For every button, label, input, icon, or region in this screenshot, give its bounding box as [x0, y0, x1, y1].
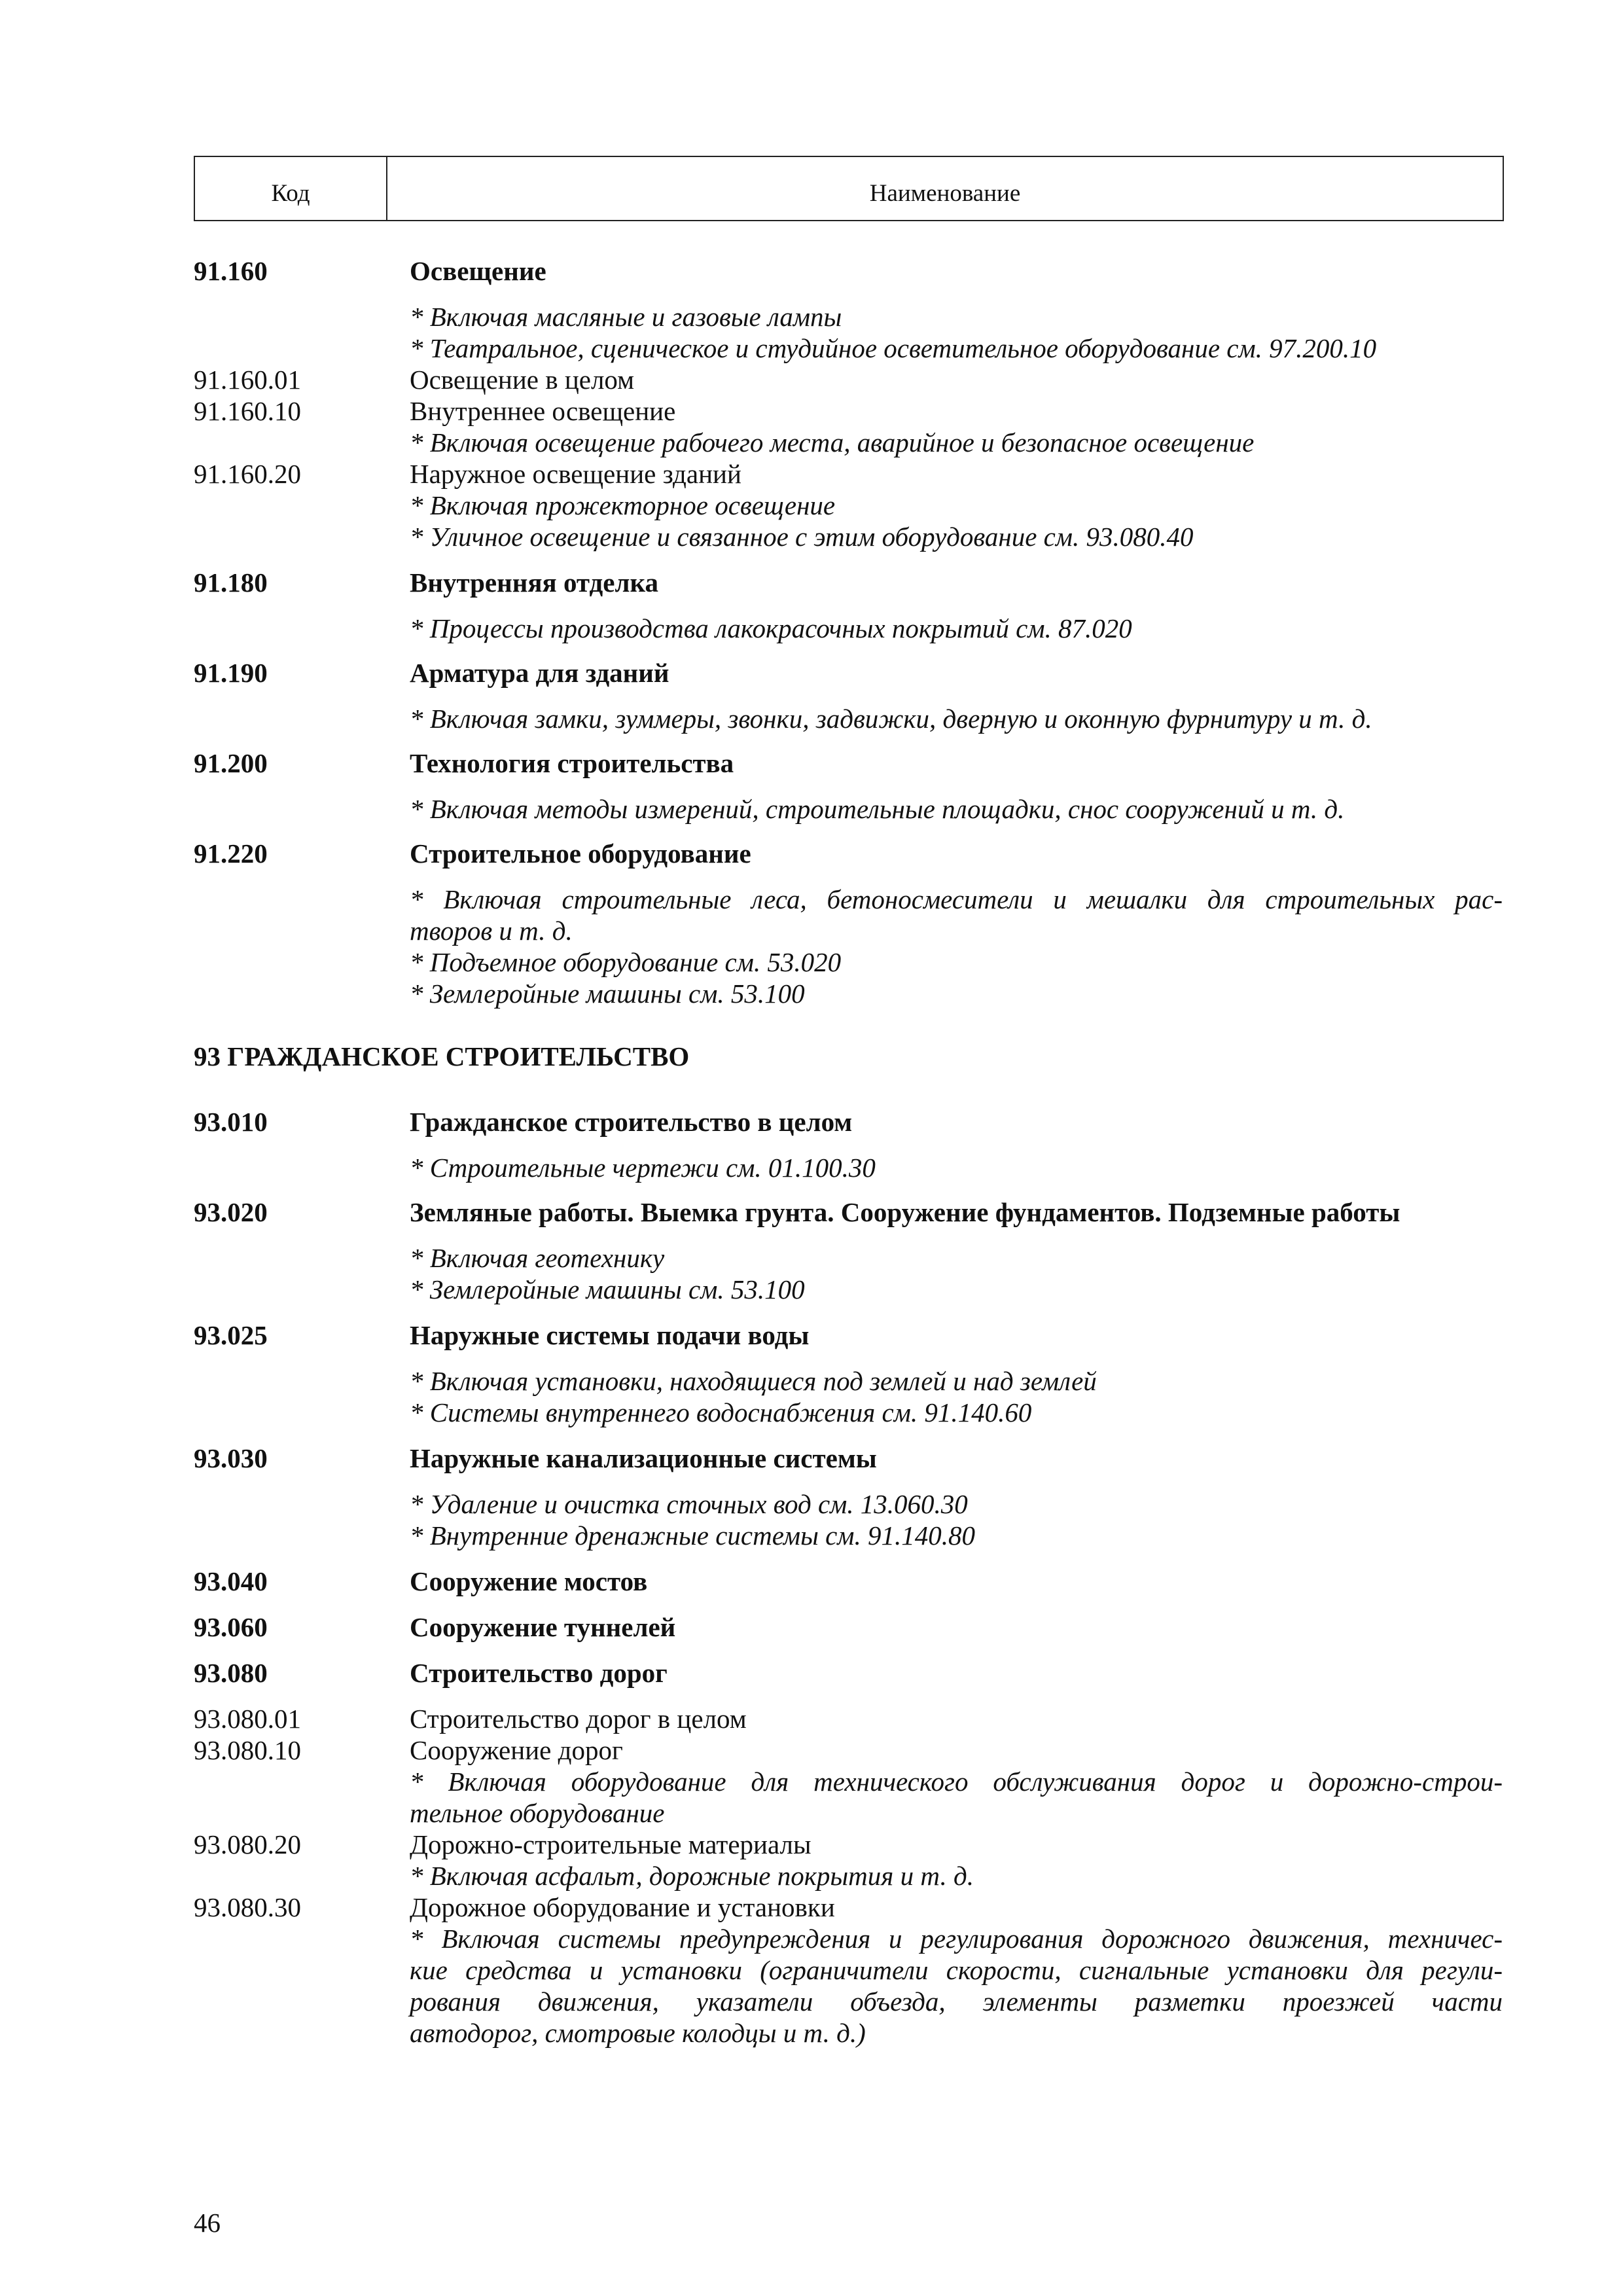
entry-title: Освещение — [410, 256, 546, 286]
entry-code: 93.080.20 — [194, 1829, 301, 1859]
entry-title: Сооружение мостов — [410, 1566, 648, 1596]
entry-title: Сооружение туннелей — [410, 1612, 676, 1642]
entry-title: Внутренняя отделка — [410, 567, 658, 598]
entry-note: * Театральное, сценическое и студийное осветительное оборудование см. 97.200.10 — [410, 333, 1377, 363]
entry-code: 91.190 — [194, 658, 268, 688]
entry-note: * Строительные чертежи см. 01.100.30 — [410, 1153, 876, 1183]
section-heading: 93 ГРАЖДАНСКОЕ СТРОИТЕЛЬСТВО — [194, 1041, 690, 1071]
entry-note: * Внутренние дренажные системы см. 91.140.80 — [410, 1520, 975, 1551]
entry-note: * Землеройные машины см. 53.100 — [410, 978, 805, 1009]
entry-code: 93.025 — [194, 1320, 268, 1350]
entry-code: 91.220 — [194, 838, 268, 869]
entry-note: рования движения, указатели объезда, элементы разметки проезжей части — [410, 1986, 1503, 2017]
entry-title: Дорожное оборудование и установки — [410, 1892, 835, 1922]
entry-title: Наружные системы подачи воды — [410, 1320, 810, 1350]
entry-note: * Включая оборудование для технического обслуживания дорог и дорожно-строи- — [410, 1767, 1503, 1797]
entry-note: * Включая методы измерений, строительные площадки, снос сооружений и т. д. — [410, 794, 1345, 824]
entry-note: * Системы внутреннего водоснабжения см. 91.140.60 — [410, 1397, 1032, 1427]
entry-code: 91.200 — [194, 748, 268, 778]
entry-code: 93.080.10 — [194, 1735, 301, 1765]
entry-code: 93.020 — [194, 1197, 268, 1227]
entry-code: 93.080.30 — [194, 1892, 301, 1922]
entry-note: * Включая прожекторное освещение — [410, 490, 836, 520]
entry-note: * Включая геотехнику — [410, 1243, 665, 1273]
entry-note: * Подъемное оборудование см. 53.020 — [410, 947, 842, 977]
entry-note: автодорог, смотровые колодцы и т. д.) — [410, 2018, 866, 2048]
entry-note: * Включая строительные леса, бетоносмесители и мешалки для строительных рас- — [410, 884, 1503, 914]
table-header — [194, 156, 1504, 221]
entry-code: 93.080 — [194, 1658, 268, 1688]
entry-title: Дорожно-строительные материалы — [410, 1829, 812, 1859]
entry-title: Строительство дорог в целом — [410, 1704, 747, 1734]
entry-title: Гражданское строительство в целом — [410, 1107, 853, 1137]
entry-note: * Включая замки, зуммеры, звонки, задвижки, дверную и оконную фурнитуру и т. д. — [410, 704, 1372, 734]
entry-title: Освещение в целом — [410, 365, 635, 395]
entry-title: Земляные работы. Выемка грунта. Сооружение фундаментов. Подземные работы — [410, 1197, 1400, 1227]
entry-code: 93.040 — [194, 1566, 268, 1596]
entry-code: 91.160.20 — [194, 459, 301, 489]
entry-title: Наружное освещение зданий — [410, 459, 741, 489]
entry-title: Строительство дорог — [410, 1658, 668, 1688]
entry-note: * Землеройные машины см. 53.100 — [410, 1274, 805, 1304]
entry-code: 91.160 — [194, 256, 268, 286]
entry-note: * Включая асфальт, дорожные покрытия и т. д. — [410, 1861, 974, 1891]
entry-code: 93.080.01 — [194, 1704, 301, 1734]
entry-title: Строительное оборудование — [410, 838, 751, 869]
entry-title: Арматура для зданий — [410, 658, 669, 688]
entry-note: * Удаление и очистка сточных вод см. 13.060.30 — [410, 1489, 968, 1519]
entry-title: Технология строительства — [410, 748, 734, 778]
entry-title: Наружные канализационные системы — [410, 1443, 877, 1473]
entry-title: Внутреннее освещение — [410, 396, 676, 426]
entry-code: 93.030 — [194, 1443, 268, 1473]
entry-code: 91.160.01 — [194, 365, 301, 395]
entry-code: 91.160.10 — [194, 396, 301, 426]
entry-note: творов и т. д. — [410, 916, 573, 946]
entry-code: 93.060 — [194, 1612, 268, 1642]
entry-note: * Включая системы предупреждения и регулирования дорожного движения, техничес- — [410, 1924, 1503, 1954]
page-number: 46 — [194, 2208, 221, 2238]
entry-note: * Включая освещение рабочего места, аварийное и безопасное освещение — [410, 427, 1255, 457]
entry-note: * Включая масляные и газовые лампы — [410, 302, 842, 332]
entry-note: * Процессы производства лакокрасочных покрытий см. 87.020 — [410, 613, 1132, 643]
entry-title: Сооружение дорог — [410, 1735, 623, 1765]
header-name-cell: Наименование — [869, 179, 1021, 207]
entry-note: кие средства и установки (ограничители скорости, сигнальные установки для регули- — [410, 1955, 1503, 1985]
entry-note: * Включая установки, находящиеся под землей и над землей — [410, 1366, 1097, 1396]
entry-note: * Уличное освещение и связанное с этим оборудование см. 93.080.40 — [410, 522, 1194, 552]
entry-code: 91.180 — [194, 567, 268, 598]
entry-code: 93.010 — [194, 1107, 268, 1137]
entry-note: тельное оборудование — [410, 1798, 665, 1828]
header-code-cell: Код — [195, 157, 387, 220]
